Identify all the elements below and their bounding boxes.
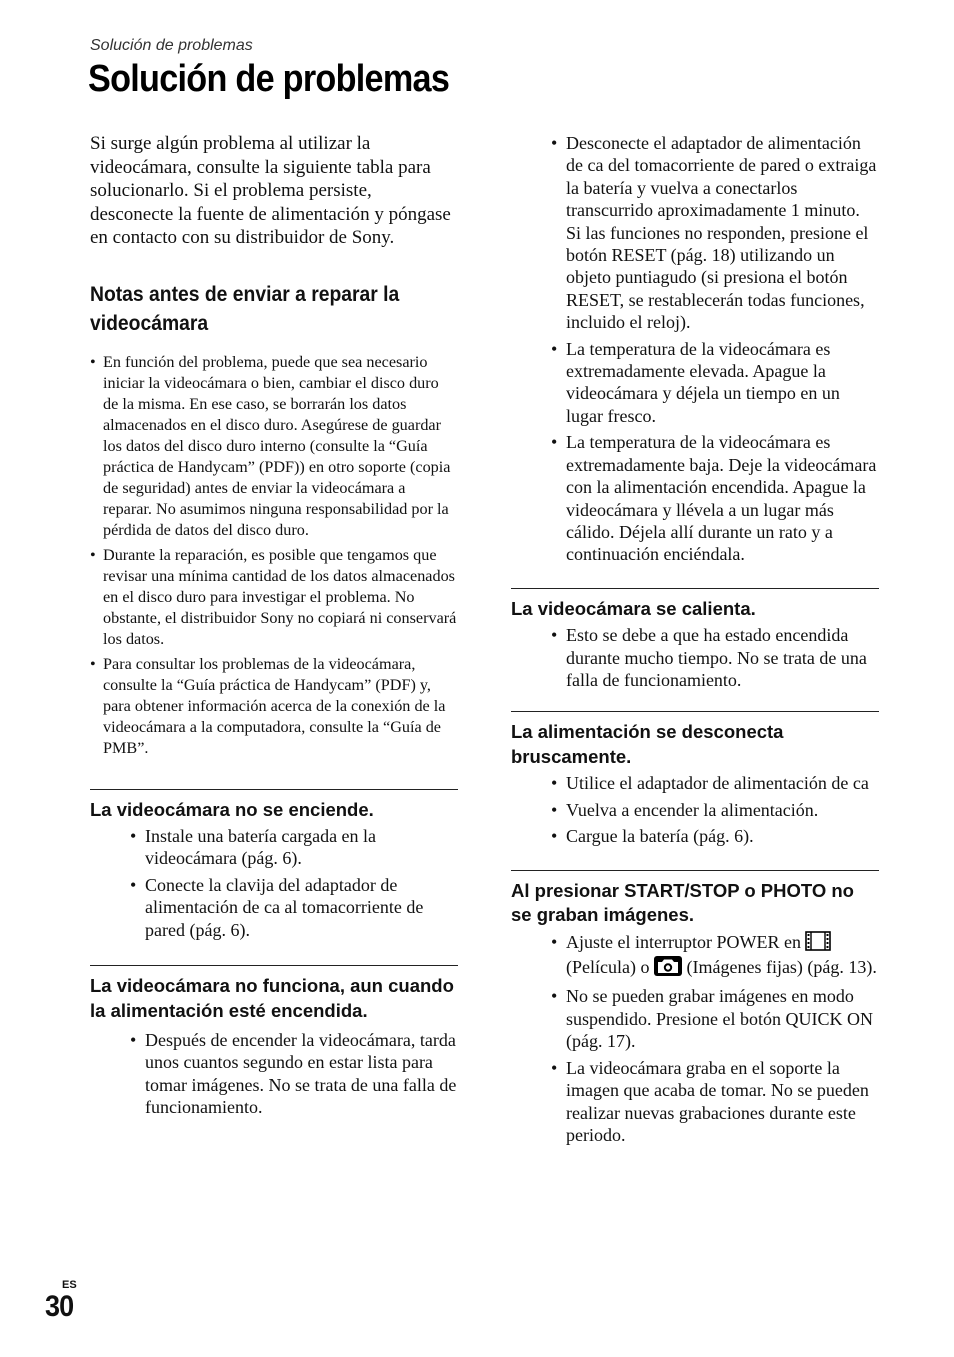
item-text: (Película) o [566,957,650,978]
list-item: • En función del problema, puede que sea necesario iniciar la videocámara o bien, cambiar el disco duro de la misma. En ese caso, se borrarán los datos almacenados en el disco duro. Asegúrese de guardar los datos del disco duro interno (consulte la “Guía práctica de Handycam” (PDF)) en otro soporte (copia de seguridad) antes de enviar la videocámara a reparar. No asumimos ninguna responsabilidad por la pérdida de datos del disco duro. [90,352,458,541]
section-heading: La videocámara se calienta. [511,597,756,619]
list-item [551,931,879,982]
list-item: • La videocámara graba en el soporte la imagen que acaba de tomar. No se pueden realizar nuevas grabaciones durante este periodo. [551,1057,879,1147]
section-heading: La alimentación se desconecta bruscamente. [511,721,784,767]
page-number: 30 [45,1290,74,1323]
notes-list [90,352,458,759]
list-item: • Durante la reparación, es posible que tengamos que revisar una mínima cantidad de los datos almacenados en el disco duro para investigar el problema. No obstante, el distribuidor Sony no copiará ni conservará los datos. [90,545,458,650]
section-heading: La videocámara no funciona, aun cuando la alimentación esté encendida. [90,975,454,1021]
section-no-enciende [90,789,458,942]
section-list [90,825,458,941]
section-no-funciona [90,965,458,1119]
right-column [511,132,879,1150]
list-item: • Para consultar los problemas de la videocámara, consulte la “Guía práctica de Handycam” (PDF) y, para obtener información acerca de la conexión de la videocámara a la computadora, consulte la “Guía de PMB”. [90,654,458,759]
section-list-continued [511,132,879,566]
intro-paragraph: Si surge algún problema al utilizar la videocámara, consulte la siguiente tabla para solucionarlo. Si el problema persiste, desconecte la fuente de alimentación y póngase en contacto con su distribuidor de Sony. [90,133,451,248]
section-calienta [511,588,879,692]
film-strip-icon [805,931,831,956]
running-head: Solución de problemas [90,37,253,54]
list-item: • Después de encender la videocámara, tarda unos cuantos segundo en estar lista para tomar imágenes. No se trata de una falla de funcionamiento. [130,1029,458,1119]
section-list [511,931,879,1147]
list-item: • Desconecte el adaptador de alimentación de ca del tomacorriente de pared o extraiga la batería y vuelva a conectarlos transcurrido aproximadamente 1 minuto. Si las funciones no responden, presione el botón RESET (pág. 18) utilizando un objeto puntiagudo (si presiona el botón RESET, se restablecerán todas funciones, incluido el reloj). [551,132,879,334]
section-no-graban [511,870,879,1147]
section-heading: Al presionar START/STOP o PHOTO no se graban imágenes. [511,879,854,926]
list-item: • La temperatura de la videocámara es extremadamente elevada. Apague la videocámara y déjela un tiempo en un lugar fresco. [551,338,879,428]
list-item: • La temperatura de la videocámara es extremadamente baja. Deje la videocámara con la alimentación encendida. Apague la videocámara y llévela a un lugar más cálido. Déjela allí durante un rato y a continuación enciéndala. [551,431,879,565]
list-item: • Vuelva a encender la alimentación. [551,799,879,821]
list-item: • Cargue la batería (pág. 6). [551,825,879,847]
item-text: (Imágenes fijas) (pág. 13). [686,957,877,978]
list-item: • No se pueden grabar imágenes en modo suspendido. Presione el botón QUICK ON (pág. 17). [551,985,879,1052]
notes-heading: Notas antes de enviar a reparar la videocámara [90,282,400,335]
left-column [90,132,458,1123]
section-list [90,1029,458,1119]
list-item: • Esto se debe a que ha estado encendida durante mucho tiempo. No se trata de una falla de funcionamiento. [551,624,879,691]
list-item: • Conecte la clavija del adaptador de alimentación de ca al tomacorriente de pared (pág. 6). [130,874,458,941]
section-heading: La videocámara no se enciende. [90,798,374,820]
camera-icon [654,956,682,981]
section-list [511,772,879,847]
item-text: Ajuste el interruptor POWER en [566,931,801,952]
list-item: • Instale una batería cargada en la videocámara (pág. 6). [130,825,458,870]
list-item: • Utilice el adaptador de alimentación de ca [551,772,879,794]
section-list [511,624,879,691]
language-code: ES [62,1279,77,1291]
page-title: Solución de problemas [88,58,450,100]
section-desconecta [511,711,879,847]
